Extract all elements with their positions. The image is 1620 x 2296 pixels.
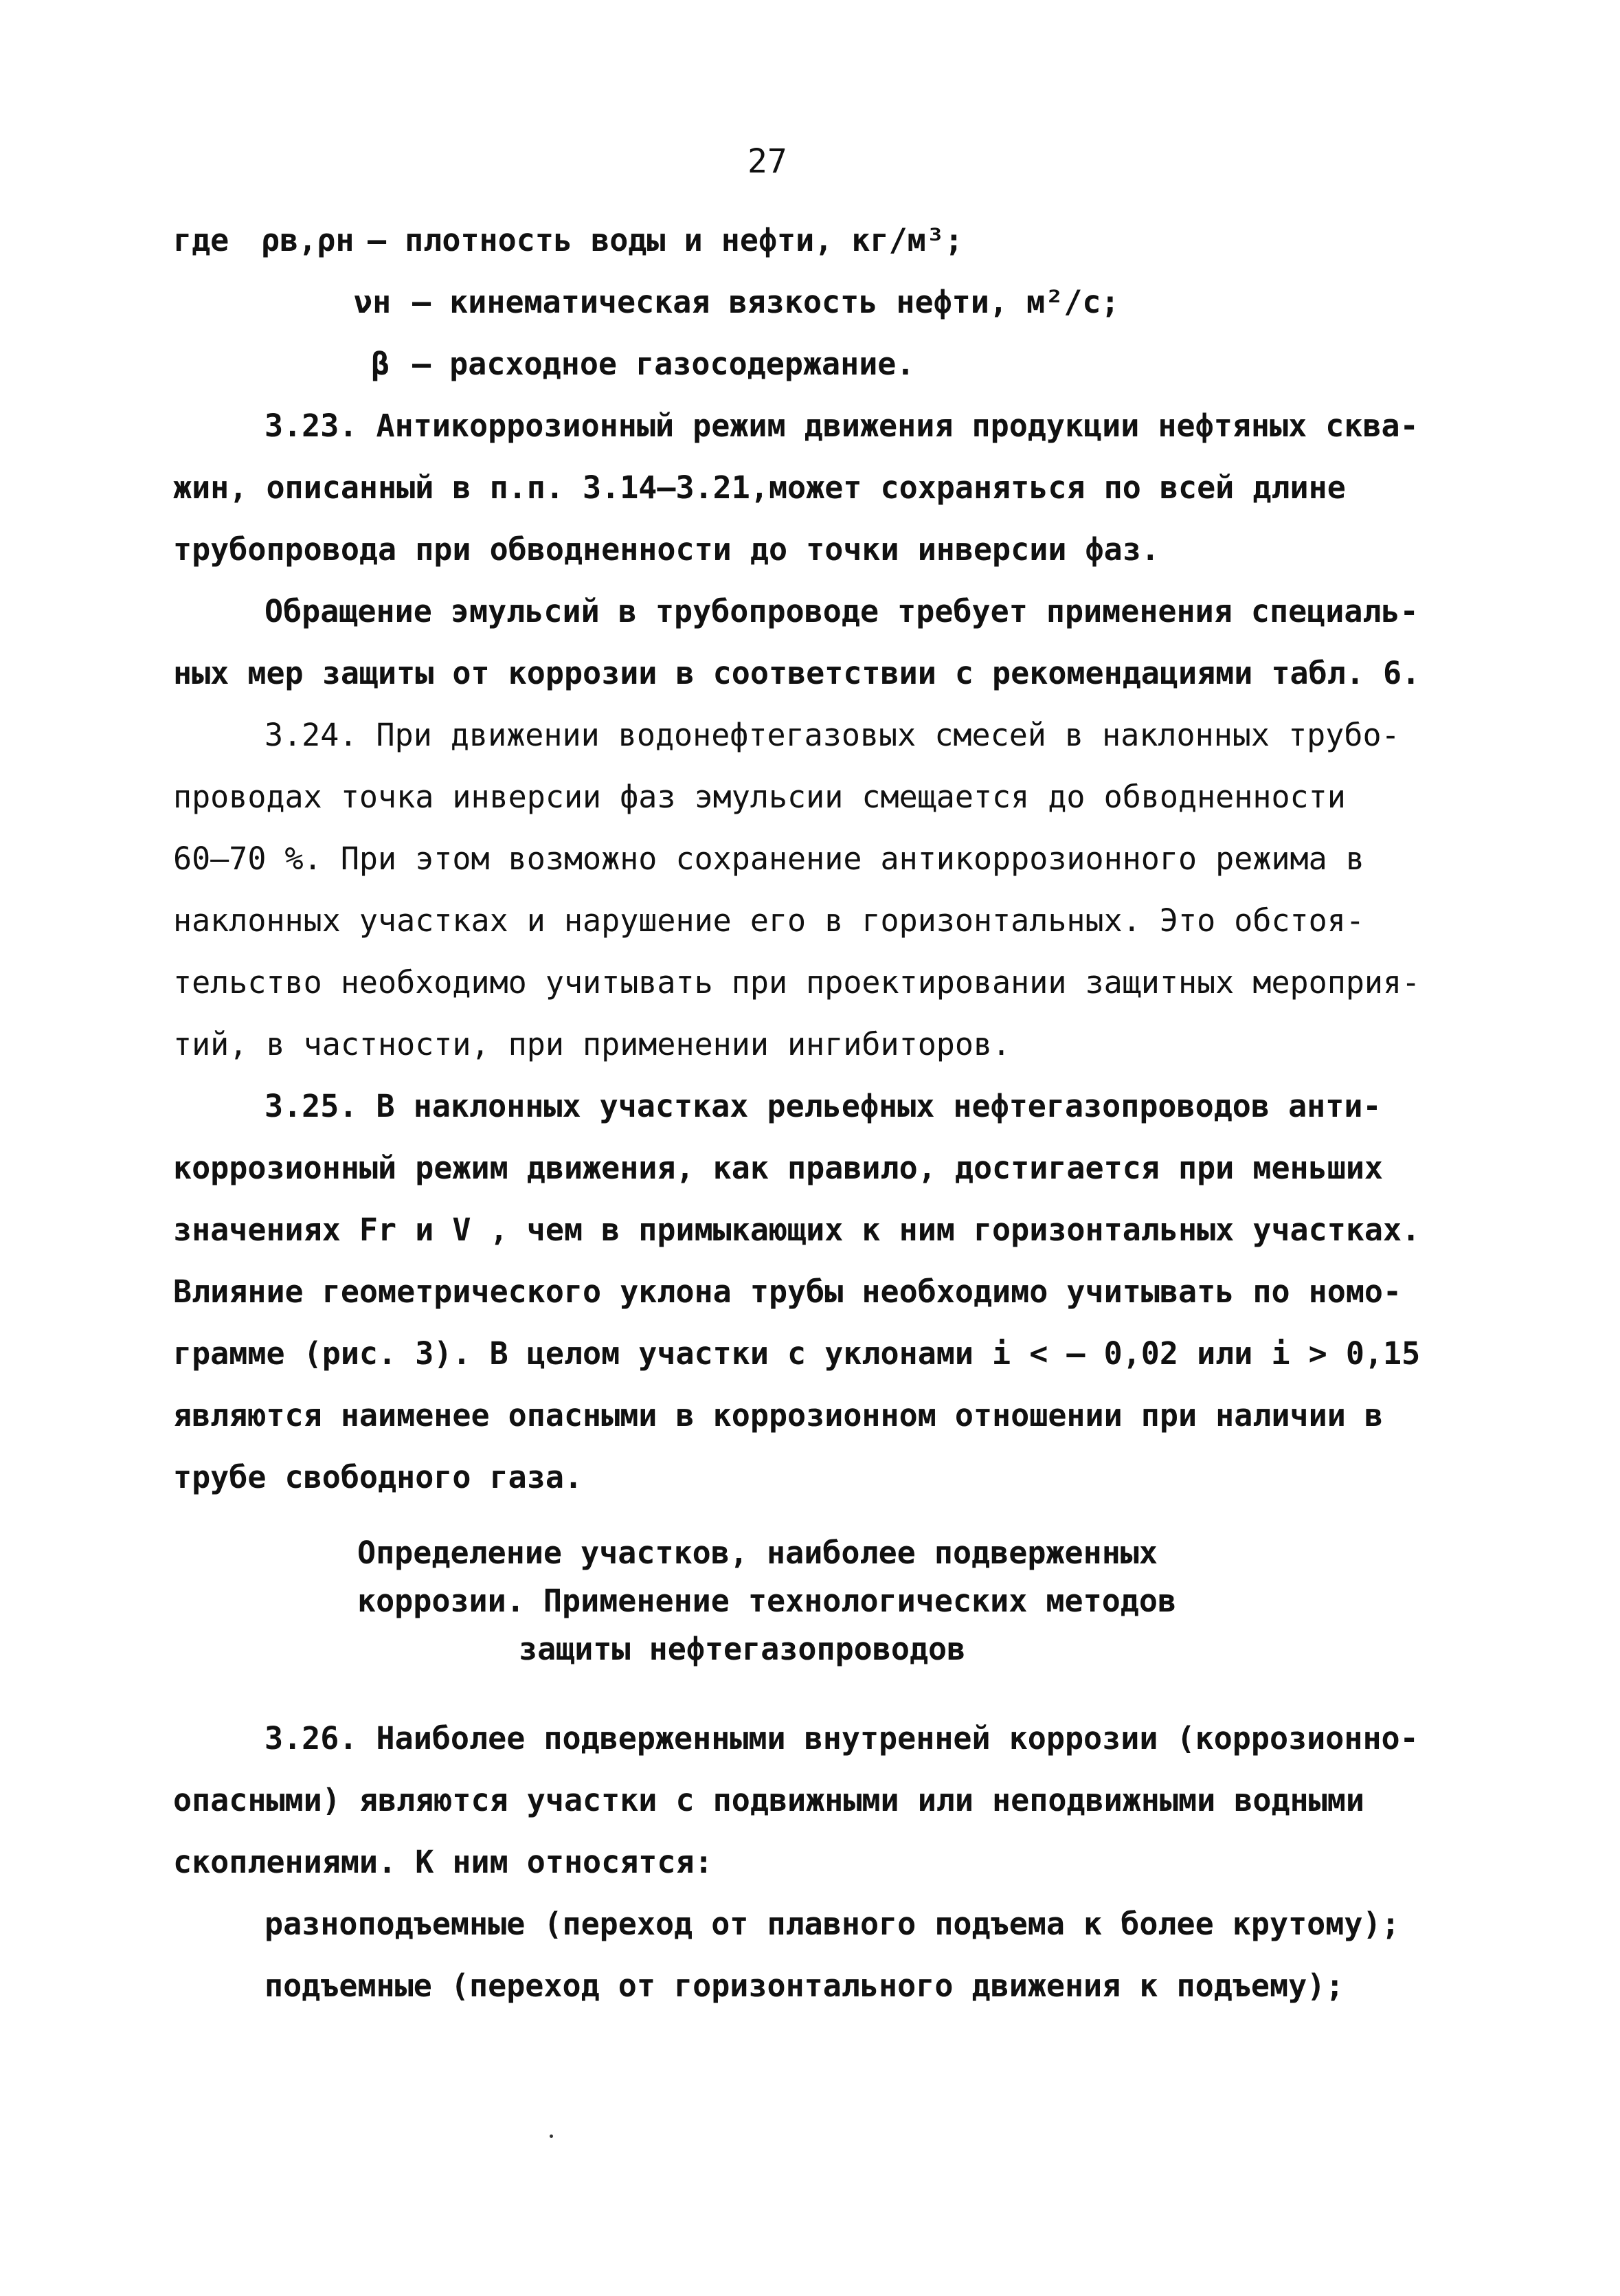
paragraph-3-23-line-1: 3.23. Антикоррозионный режим движения продукции нефтяных сква- [265,408,1419,444]
paragraph-3-26-line-3: скоплениями. К ним относятся: [173,1844,713,1880]
paragraph-3-24-line-5: тельство необходимо учитывать при проектировании защитных мероприя- [173,964,1421,1001]
legend-text-gas: – расходное газосодержание. [412,346,915,382]
paragraph-emulsion-line-2: ных мер защиты от коррозии в соответствии с рекомендациями табл. 6. [173,655,1421,691]
legend-symbol-density: ρв,ρн [261,222,355,258]
paragraph-emulsion-line-1: Обращение эмульсий в трубопроводе требует применения специаль- [265,593,1419,629]
paragraph-3-24-line-6: тий, в частности, при применении ингибиторов. [173,1026,1011,1062]
paragraph-3-25-line-4: Влияние геометрического уклона трубы необходимо учитывать по номо- [173,1273,1402,1310]
list-item-raznopodemnye: разноподъемные (переход от плавного подъема к более крутому); [265,1906,1400,1942]
paragraph-3-26-line-1: 3.26. Наиболее подверженными внутренней коррозии (коррозионно- [265,1720,1419,1757]
paragraph-3-25-line-1: 3.25. В наклонных участках рельефных нефтегазопроводов анти- [265,1088,1382,1124]
paragraph-3-25-line-5: грамме (рис. 3). В целом участки с уклонами i < – 0,02 или i > 0,15 [173,1335,1421,1372]
paragraph-3-24-line-2: проводах точка инверсии фаз эмульсии смещается до обводненности [173,779,1346,815]
paragraph-3-25-line-6: являются наименее опасными в коррозионном отношении при наличии в [173,1397,1383,1434]
section-heading-line-1: Определение участков, наиболее подверженных [357,1535,1158,1571]
list-item-podemnye: подъемные (переход от горизонтального движения к подъему); [265,1968,1345,2004]
legend-symbol-viscosity: νн [354,284,392,320]
legend-symbol-gas: β [371,346,390,382]
section-heading-line-2: коррозии. Применение технологических методов [357,1583,1177,1619]
page-number: 27 [747,142,787,181]
section-heading-line-3: защиты нефтегазопроводов [519,1631,966,1667]
legend-where-word: где [173,222,229,258]
legend-text-viscosity: – кинематическая вязкость нефти, м²/с; [412,284,1120,320]
paragraph-3-23-line-2: жин, описанный в п.п. 3.14–3.21,может сохраняться по всей длине [173,469,1346,506]
paragraph-3-25-line-3: значениях Fr и V , чем в примыкающих к ним горизонтальных участках. [173,1212,1421,1248]
paragraph-3-24-line-3: 60–70 %. При этом возможно сохранение антикоррозионного режима в [173,840,1364,877]
paragraph-3-25-line-7: трубе свободного газа. [173,1459,583,1495]
legend-text-density: – плотность воды и нефти, кг/м³; [368,222,963,258]
paragraph-3-23-line-3: трубопровода при обводненности до точки инверсии фаз. [173,531,1160,568]
paragraph-3-24-line-1: 3.24. При движении водонефтегазовых смесей в наклонных трубо- [265,717,1400,753]
paragraph-3-24-line-4: наклонных участках и нарушение его в горизонтальных. Это обстоя- [173,902,1364,939]
paragraph-3-25-line-2: коррозионный режим движения, как правило, достигается при меньших [173,1150,1383,1186]
paragraph-3-26-line-2: опасными) являются участки с подвижными или неподвижными водными [173,1782,1364,1818]
stray-dot [550,2135,553,2138]
